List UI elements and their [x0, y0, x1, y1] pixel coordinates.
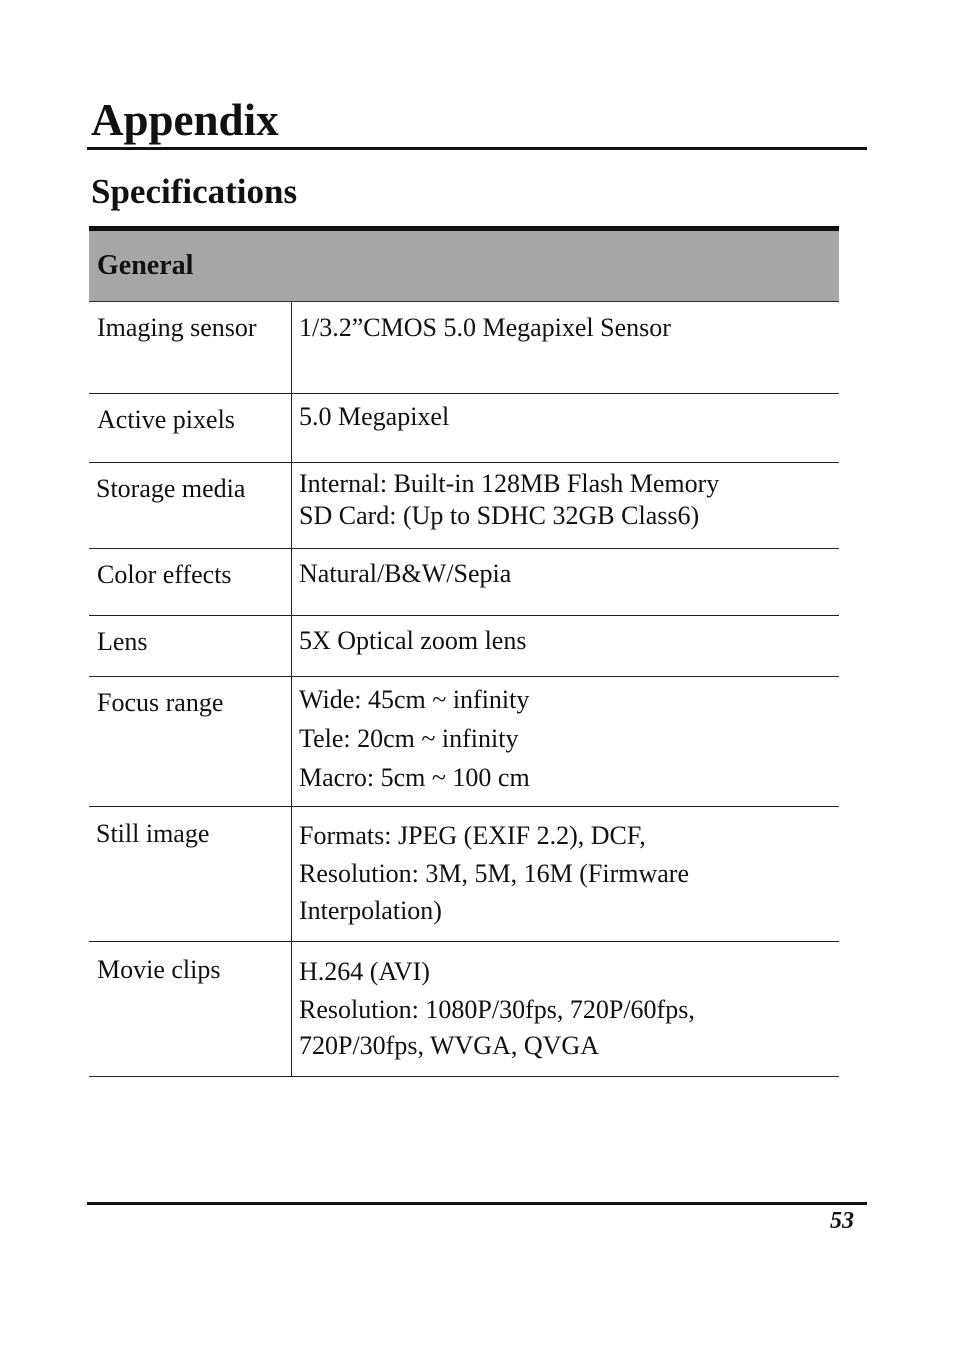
spec-value-line: Interpolation) [299, 896, 442, 925]
table-row [89, 463, 839, 549]
spec-value-line: 1/3.2”CMOS 5.0 Megapixel Sensor [299, 313, 671, 342]
spec-label: Imaging sensor [89, 302, 292, 393]
table-row [89, 677, 839, 807]
table-row [89, 942, 839, 1077]
spec-label: Color effects [89, 549, 292, 615]
spec-label: Still image [89, 807, 292, 941]
spec-value-line: Formats: JPEG (EXIF 2.2), DCF, [299, 821, 646, 850]
spec-value-line: Resolution: 3M, 5M, 16M (Firmware [299, 859, 689, 888]
specifications-table [89, 226, 839, 1077]
spec-value [292, 942, 839, 1076]
spec-value [292, 549, 839, 615]
spec-value-line: H.264 (AVI) [299, 957, 430, 986]
spec-value-line: 5.0 Megapixel [299, 402, 450, 431]
table-row [89, 394, 839, 463]
table-row [89, 616, 839, 677]
page-number: 53 [830, 1208, 854, 1234]
spec-value-line: 5X Optical zoom lens [299, 626, 527, 655]
spec-value-line: Macro: 5cm ~ 100 cm [299, 763, 530, 792]
table-group-header: General [89, 231, 839, 302]
spec-value [292, 394, 839, 462]
spec-value-line: Natural/B&W/Sepia [299, 559, 512, 588]
spec-value [292, 677, 839, 806]
chapter-title: Appendix [91, 95, 279, 145]
spec-value [292, 302, 839, 393]
spec-value [292, 463, 839, 548]
footer-divider [87, 1202, 867, 1205]
spec-value-line: Resolution: 1080P/30fps, 720P/60fps, [299, 995, 695, 1024]
chapter-divider [87, 147, 867, 150]
spec-value-line: 720P/30fps, WVGA, QVGA [299, 1031, 599, 1060]
spec-value [292, 807, 839, 941]
spec-label: Movie clips [89, 942, 292, 1076]
spec-label: Lens [89, 616, 292, 676]
spec-label: Active pixels [89, 394, 292, 462]
spec-value-line: Internal: Built-in 128MB Flash Memory [299, 469, 720, 498]
table-row [89, 302, 839, 394]
table-row [89, 549, 839, 616]
table-row [89, 807, 839, 942]
spec-value-line: SD Card: (Up to SDHC 32GB Class6) [299, 501, 700, 530]
spec-value-line: Tele: 20cm ~ infinity [299, 724, 519, 753]
spec-value-line: Wide: 45cm ~ infinity [299, 685, 530, 714]
section-title: Specifications [91, 172, 298, 211]
spec-label: Storage media [89, 463, 292, 548]
spec-value [292, 616, 839, 676]
spec-label: Focus range [89, 677, 292, 806]
